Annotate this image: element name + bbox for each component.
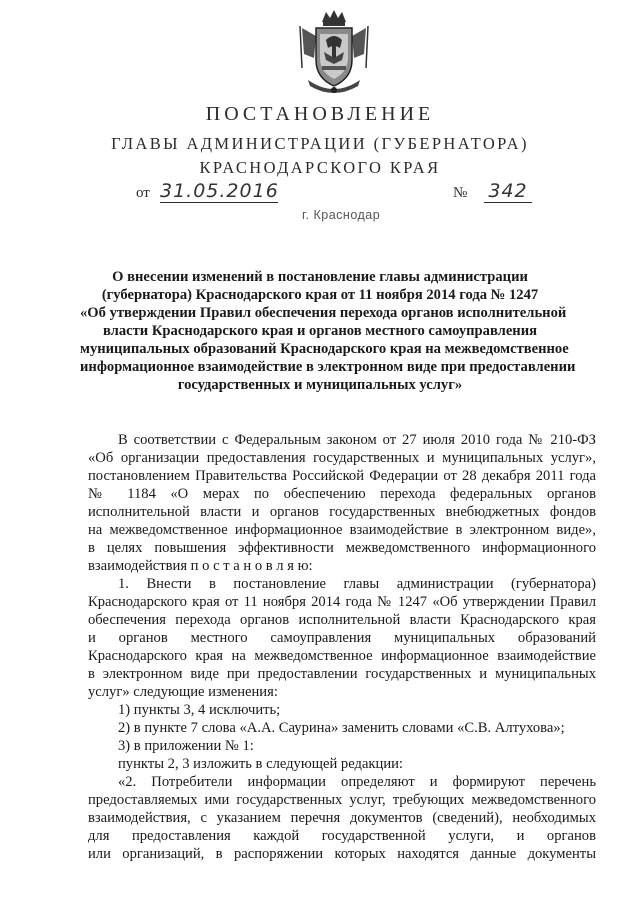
region-heading: КРАСНОДАРСКОГО КРАЯ bbox=[199, 158, 441, 177]
body-line: 3) в приложении № 1: bbox=[118, 738, 254, 754]
title-line: «Об утверждении Правил обеспечения перехода органов исполнительной bbox=[80, 305, 567, 321]
document-body bbox=[88, 431, 596, 863]
document-number: 342 bbox=[484, 180, 532, 203]
title-line: государственных и муниципальных услуг» bbox=[177, 377, 463, 393]
number-prefix: № bbox=[453, 185, 468, 201]
body-line: постановлением Правительства Российской Федерации от 28 декабря 2011 года bbox=[88, 468, 596, 484]
body-line: 1) пункты 3, 4 исключить; bbox=[118, 702, 281, 718]
title-line: муниципальных образований Краснодарского края на межведомственное bbox=[80, 341, 569, 357]
body-line: и органов местного самоуправления муниципальных образований bbox=[88, 630, 596, 646]
title-line: О внесении изменений в постановление главы администрации bbox=[112, 269, 528, 285]
coat-of-arms-icon bbox=[296, 8, 372, 96]
body-line: Краснодарского края от 11 ноября 2014 года № 1247 «Об утверждении Правил bbox=[88, 594, 596, 610]
body-line: В соответствии с Федеральным законом от 27 июля 2010 года № 210-ФЗ bbox=[118, 432, 596, 448]
body-line: взаимодействия, с указанием перечня документов (сведений), необходимых bbox=[88, 810, 596, 826]
document-title bbox=[80, 268, 576, 394]
body-line: № 1184 «О мерах по обеспечению перехода федеральных органов bbox=[88, 486, 596, 502]
title-line: (губернатора) Краснодарского края от 11 ноября 2014 года № 1247 bbox=[101, 287, 539, 303]
body-line: в целях повышения эффективности межведомственного информационного bbox=[88, 540, 596, 556]
body-line: в электронном виде при предоставлении государственных и муниципальных bbox=[88, 666, 596, 682]
body-line: 1. Внести в постановление главы администрации (губернатора) bbox=[118, 576, 596, 592]
body-line: Краснодарского края на межведомственное информационное взаимодействие bbox=[88, 648, 596, 664]
body-line: «2. Потребители информации определяют и формируют перечень bbox=[118, 774, 596, 790]
body-line: пункты 2, 3 изложить в следующей редакции: bbox=[118, 756, 403, 772]
body-line: исполнительной власти и органов государственных внебюджетных фондов bbox=[88, 504, 596, 520]
body-line: или организаций, в распоряжении которых находятся данные документы bbox=[88, 846, 596, 862]
body-line: услуг» следующие изменения: bbox=[88, 684, 278, 700]
body-line: «Об организации предоставления государственных и муниципальных услуг», bbox=[88, 450, 596, 466]
body-line: предоставляемых ими государственных услуг, требующих межведомственного bbox=[88, 792, 596, 808]
document-type-heading: ПОСТАНОВЛЕНИЕ bbox=[205, 103, 435, 125]
city-label: г. Краснодар bbox=[302, 208, 381, 222]
body-line: обеспечения перехода органов исполнительной власти Краснодарского края bbox=[88, 612, 596, 628]
title-line: власти Краснодарского края и органов местного самоуправления bbox=[102, 323, 538, 339]
body-line: взаимодействия п о с т а н о в л я ю: bbox=[88, 558, 313, 574]
issuer-heading: ГЛАВЫ АДМИНИСТРАЦИИ (ГУБЕРНАТОРА) bbox=[111, 134, 529, 153]
date-prefix: от bbox=[136, 185, 150, 201]
body-line: для предоставления каждой государственной услуги, и органов bbox=[88, 828, 596, 844]
document-date: 31.05.2016 bbox=[160, 180, 279, 202]
title-line: информационное взаимодействие в электронном виде при предоставлении bbox=[80, 359, 576, 375]
body-line: 2) в пункте 7 слова «А.А. Саурина» заменить словами «С.В. Алтухова»; bbox=[118, 720, 565, 736]
body-line: на межведомственное информационное взаимодействие в электронном виде», bbox=[88, 522, 596, 538]
